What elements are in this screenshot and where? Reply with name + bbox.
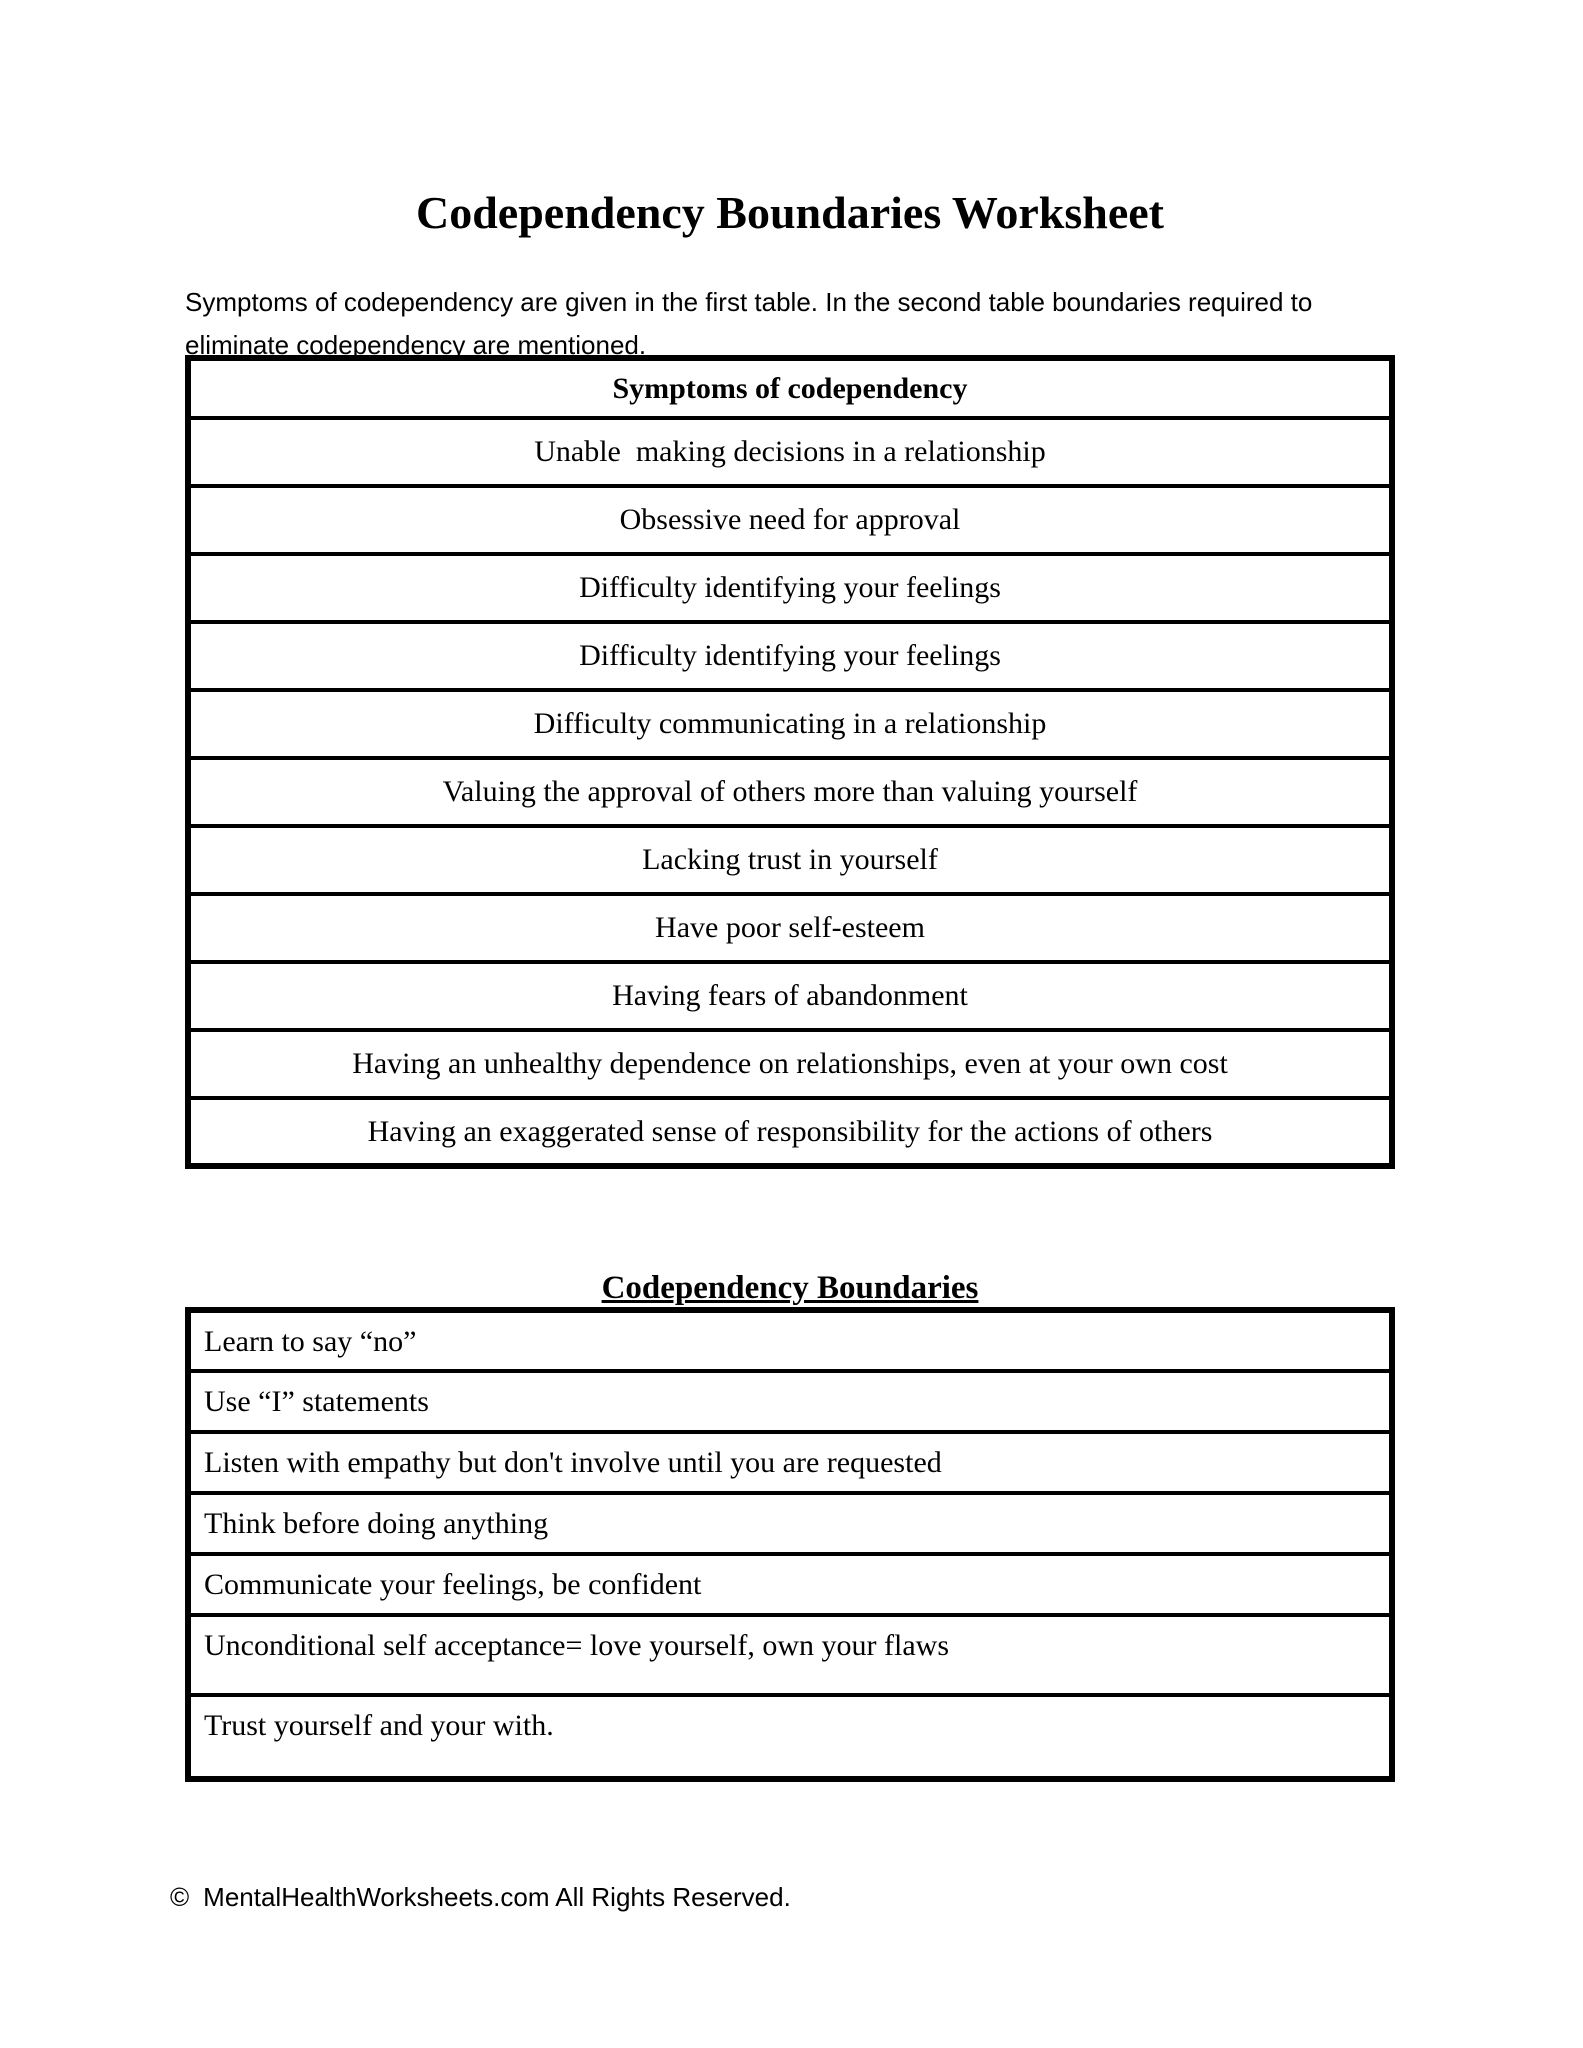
- symptom-cell: Having an exaggerated sense of responsibility for the actions of others: [188, 1098, 1392, 1166]
- symptom-cell: Difficulty identifying your feelings: [188, 622, 1392, 690]
- boundary-cell: Listen with empathy but don't involve until you are requested: [188, 1432, 1392, 1493]
- table-row: [188, 1554, 1392, 1615]
- boundary-cell: Trust yourself and your with.: [188, 1695, 1392, 1779]
- symptoms-table-header: Symptoms of codependency: [188, 358, 1392, 418]
- table-row: [188, 622, 1392, 690]
- table-row: [188, 1098, 1392, 1166]
- table-row: [188, 758, 1392, 826]
- table-row: [188, 1695, 1392, 1779]
- table-row: [188, 1030, 1392, 1098]
- table-row: [188, 554, 1392, 622]
- table-row: [188, 690, 1392, 758]
- symptom-cell: Difficulty communicating in a relationship: [188, 690, 1392, 758]
- copyright-symbol: ©: [170, 1882, 190, 1912]
- table-row: [188, 894, 1392, 962]
- table-row: [188, 1310, 1392, 1371]
- symptom-cell: Having fears of abandonment: [188, 962, 1392, 1030]
- table-row: [188, 1493, 1392, 1554]
- symptom-cell: Unable making decisions in a relationship: [188, 418, 1392, 486]
- table-row: [188, 486, 1392, 554]
- table-row: [188, 1615, 1392, 1695]
- table-row: [188, 418, 1392, 486]
- boundary-cell: Communicate your feelings, be confident: [188, 1554, 1392, 1615]
- table-row: [188, 962, 1392, 1030]
- table-row: [188, 826, 1392, 894]
- boundary-cell: Learn to say “no”: [188, 1310, 1392, 1371]
- intro-text: Symptoms of codependency are given in the first table. In the second table boundaries required to eliminate codependency are mentioned.: [185, 287, 1313, 360]
- table-row: [188, 1432, 1392, 1493]
- symptom-cell: Obsessive need for approval: [188, 486, 1392, 554]
- table-row: [188, 1371, 1392, 1432]
- boundaries-table: [185, 1307, 1395, 1782]
- symptoms-table-header-row: [188, 358, 1392, 418]
- symptom-cell: Lacking trust in yourself: [188, 826, 1392, 894]
- boundary-cell: Use “I” statements: [188, 1371, 1392, 1432]
- boundaries-heading: Codependency Boundaries: [601, 1270, 979, 1306]
- symptom-cell: Difficulty identifying your feelings: [188, 554, 1392, 622]
- copyright-footer: [170, 1882, 791, 1913]
- copyright-text: MentalHealthWorksheets.com All Rights Reserved.: [203, 1882, 791, 1912]
- page-title: Codependency Boundaries Worksheet: [415, 187, 1165, 238]
- boundary-cell: Unconditional self acceptance= love yourself, own your flaws: [188, 1615, 1392, 1695]
- symptoms-table: [185, 355, 1395, 1169]
- symptom-cell: Having an unhealthy dependence on relationships, even at your own cost: [188, 1030, 1392, 1098]
- symptom-cell: Valuing the approval of others more than valuing yourself: [188, 758, 1392, 826]
- symptom-cell: Have poor self-esteem: [188, 894, 1392, 962]
- boundary-cell: Think before doing anything: [188, 1493, 1392, 1554]
